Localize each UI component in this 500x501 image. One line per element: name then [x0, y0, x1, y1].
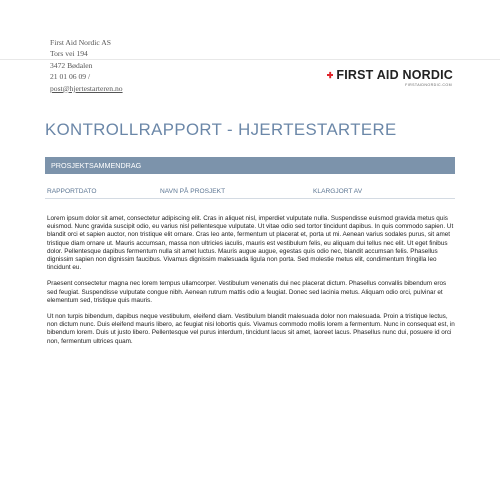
sender-phone: 21 01 06 09 /	[50, 72, 91, 82]
logo-website: FIRSTAIDNORDIC.COM	[405, 83, 452, 87]
section-header-project-summary: PROSJEKTSAMMENDRAG	[45, 157, 455, 174]
paragraph: Praesent consectetur magna nec lorem tempus ullamcorper. Vestibulum venenatis dui nec placerat dictum. Phasellus convallis bibendum eros sed feugiat. Suspendisse vulputate congue nibh. Aenean rutrum mattis odio a feugiat. Donec sed lacinia metus. Aliquam odio orci, pulvinar et elementum sed, tristique quis mauris.	[47, 280, 447, 304]
paragraph: Ut non turpis bibendum, dapibus neque vestibulum, eleifend diam. Vestibulum blandit malesuada dolor non malesuada. Proin a tristique lectus, non dictum nunc. Duis eleifend mauris libero, ac feugiat nisi lobortis quis. Vivamus commodo mollis lorem a fermentum. Nunc in consequat est, in bibendum lorem. Duis ut justo libero. Pellentesque vel purus interdum, tincidunt lacus sit amet, laoreet lacus. Phasellus nunc dui, posuere id orci non, fermentum ultrices quam.	[47, 313, 455, 345]
column-header-report-date: RAPPORTDATO	[47, 188, 97, 195]
sender-company: First Aid Nordic AS	[50, 38, 111, 47]
sender-street: Tors vei 194	[50, 49, 88, 59]
column-header-prepared-by: KLARGJORT AV	[313, 188, 363, 195]
sender-email-link[interactable]: post@hjertestarteren.no	[50, 83, 123, 93]
body-text	[47, 215, 457, 354]
column-divider	[45, 198, 455, 199]
document-title: KONTROLLRAPPORT - HJERTESTARTERE	[45, 120, 397, 139]
company-logo	[327, 68, 453, 90]
paragraph: Lorem ipsum dolor sit amet, consectetur adipiscing elit. Cras in aliquet nisl, imperdiet vulputate nulla. Suspendisse euismod gravida metus quis euismod. Nunc gravida suscipit odio, eu varius nisl pellentesque vulputate. Ut vitae odio sed tortor tincidunt dapibus. In quis commodo sapien. Ut blandit orci et sapien auctor, non tristique elit ornare. Cras leo ante, fermentum ut placerat et, porta ut mi. Aenean varius sodales purus, sit amet tristique diam ornare ut. Mauris accumsan, massa non ultricies iaculis, mauris est vestibulum felis, eu aliquam dui tellus nec elit. Ut eget finibus dolor. Pellentesque dapibus fermentum nulla sit amet luctus. Mauris augue augue, egestas quis odio nec, blandit accumsan felis. Phasellus dignissim sapien non dignissim faucibus. Vivamus dignissim malesuada ligula non porta. Sed molestie metus elit, condimentum fringilla leo tincidunt eu.	[47, 215, 454, 272]
sender-address-block	[50, 37, 123, 94]
logo-wordmark: FIRST AID NORDIC	[336, 68, 453, 82]
sender-postal: 3472 Bødalen	[50, 60, 93, 70]
column-header-project-name: NAVN PÅ PROSJEKT	[160, 188, 226, 195]
first-aid-cross-icon	[327, 69, 333, 81]
